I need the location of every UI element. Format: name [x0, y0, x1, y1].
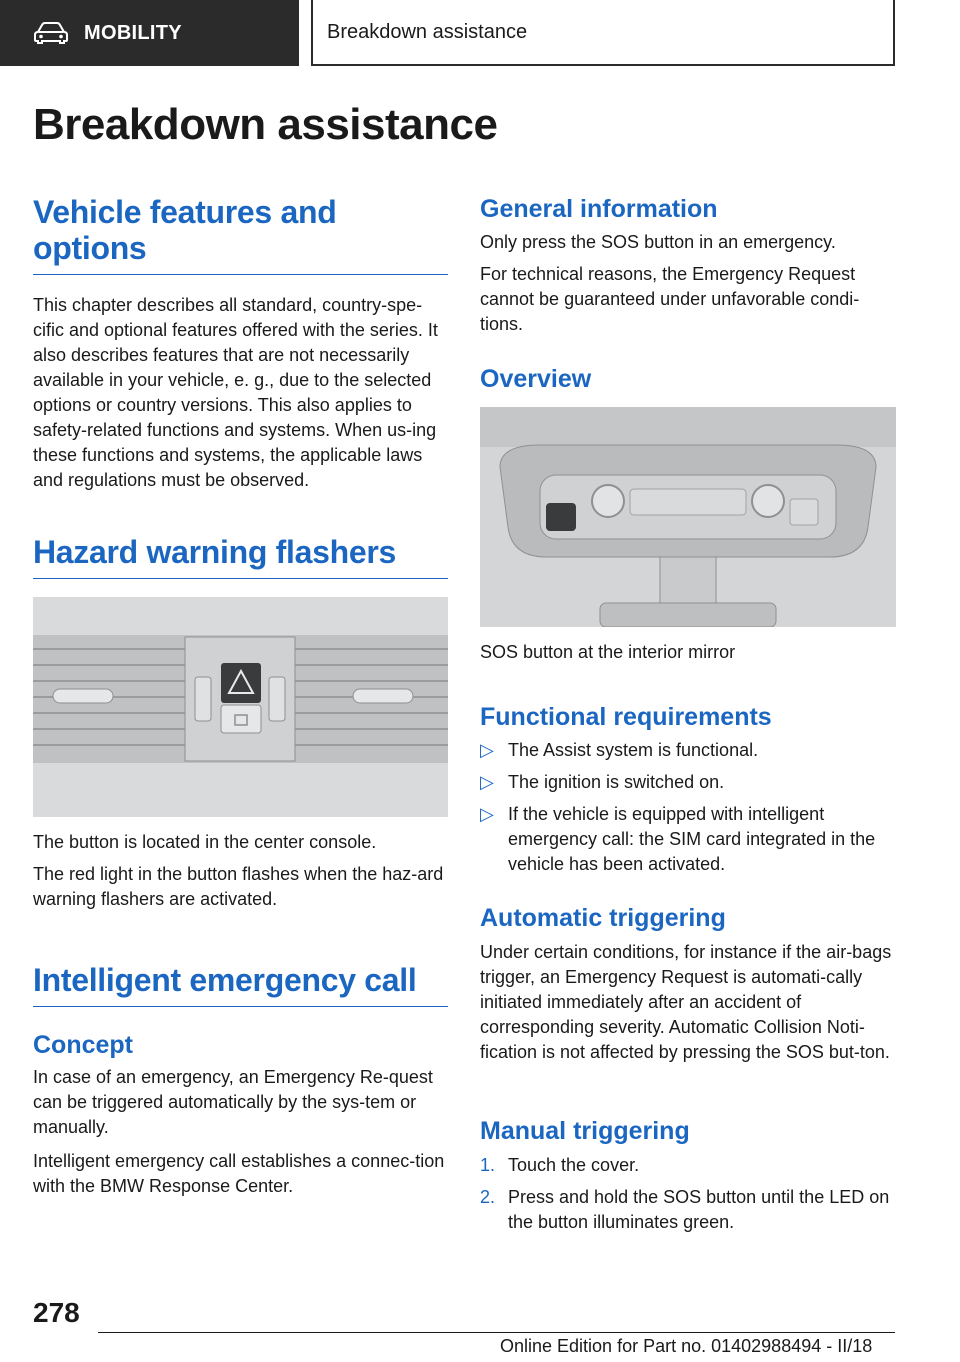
- concept-text-1: In case of an emergency, an Emergency Re-quest can be triggered automatically by the sys-tem or manually.: [33, 1067, 433, 1137]
- chapter-tab: [0, 0, 299, 66]
- footer-divider: [98, 1332, 895, 1333]
- chapter-label: MOBILITY: [84, 21, 182, 44]
- manual-triggering-steps: [480, 1153, 896, 1235]
- concept-text-2: Intelligent emergency call establishes a connec-tion with the BMW Response Center.: [33, 1151, 445, 1196]
- sos-button-image: [480, 407, 896, 627]
- vehicle-features-text: This chapter describes all standard, country-spe-cific and optional features offered with the series. It also describes features that are not necessarily available in your vehicle, e. g., due to the selected options or country versions. This also applies to safety-related functions and systems. When us-ing these functions and systems, the applicable laws and regulations must be observed.: [33, 295, 438, 490]
- automatic-triggering-heading: Automatic triggering: [480, 904, 726, 932]
- overview-caption: SOS button at the interior mirror: [480, 642, 736, 662]
- triangle-bullet-icon: ▷: [480, 772, 494, 792]
- hazard-console-illustration: [33, 597, 448, 817]
- triangle-bullet-icon: ▷: [480, 740, 494, 760]
- list-item: 2. Press and hold the SOS button until the LED on the button illuminates green.: [480, 1187, 890, 1232]
- edition-text: Online Edition for Part no. 01402988494 - II/18: [500, 1336, 873, 1356]
- functional-requirements-heading: Functional requirements: [480, 703, 772, 731]
- list-item: ▷ The ignition is switched on.: [480, 770, 896, 795]
- section-tab: [311, 0, 895, 66]
- car-icon: [34, 22, 68, 44]
- functional-requirements-list: [480, 738, 896, 877]
- hazard-button-image: [33, 597, 448, 817]
- triangle-bullet-icon: ▷: [480, 804, 494, 824]
- list-item: 1. Touch the cover.: [480, 1155, 640, 1175]
- manual-triggering-heading: Manual triggering: [480, 1117, 690, 1145]
- intelligent-emergency-call-heading: Intelligent emergency call: [33, 962, 448, 1007]
- automatic-triggering-text: Under certain conditions, for instance if the air-bags trigger, an Emergency Request is automati-cally initiated immediately after an accident of corresponding severity. Automatic Collision Noti-fication is not affected by pressing the SOS but-ton.: [480, 942, 892, 1062]
- list-item: ▷ The Assist system is functional.: [480, 738, 896, 763]
- page-header: [0, 0, 960, 66]
- general-text-2: For technical reasons, the Emergency Request cannot be guaranteed under unfavorable condi-tions.: [480, 264, 860, 334]
- hazard-caption-location: The button is located in the center console.: [33, 832, 377, 852]
- list-item: ▷ If the vehicle is equipped with intelligent emergency call: the SIM card integrated in the vehicle has been activated.: [480, 802, 896, 877]
- hazard-heading: Hazard warning flashers: [33, 534, 448, 579]
- page-number: 278: [33, 1297, 80, 1328]
- sos-mirror-illustration: [480, 407, 896, 627]
- hazard-caption-light: The red light in the button flashes when the haz-ard warning flashers are activated.: [33, 864, 444, 909]
- section-label: Breakdown assistance: [327, 20, 528, 43]
- general-information-heading: General information: [480, 195, 718, 223]
- page-title: Breakdown assistance: [33, 100, 498, 149]
- general-text-1: Only press the SOS button in an emergency.: [480, 232, 836, 252]
- concept-heading: Concept: [33, 1031, 133, 1059]
- overview-heading: Overview: [480, 365, 592, 393]
- vehicle-features-heading: Vehicle features and options: [33, 194, 448, 275]
